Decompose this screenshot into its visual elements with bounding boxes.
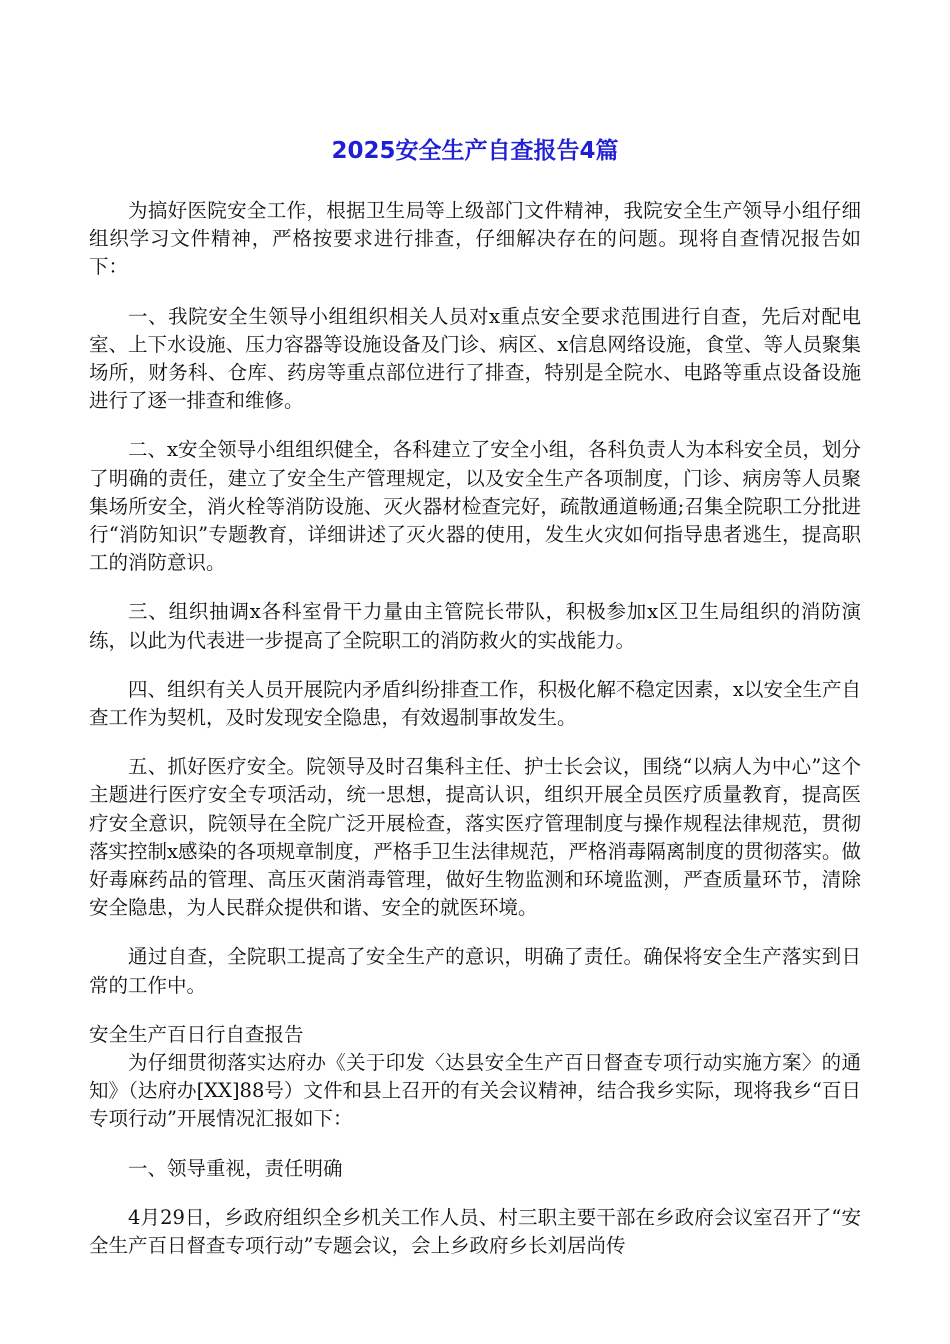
paragraph-item-5: 五、抓好医疗安全。院领导及时召集科主任、护士长会议，围绕“以病人为中心”这个主题进行医疗安全专项活动，统一思想，提高认识，组织开展全员医疗质量教育，提高医疗安全意识，院领导在全院广泛开展检查，落实医疗管理制度与操作规程法律规范，贯彻落实控制x感染的各项规章制度，严格手卫生法律规范，严格消毒隔离制度的贯彻落实。做好毒麻药品的管理、高压灭菌消毒管理，做好生物监测和环境监测，严查质量环节，清除安全隐患，为人民群众提供和谐、安全的就医环境。 — [89, 755, 861, 920]
paragraph-item-2: 二、x安全领导小组组织健全，各科建立了安全小组，各科负责人为本科安全员，划分了明确的责任，建立了安全生产管理规定，以及安全生产各项制度，门诊、病房等人员聚集场所安全，消火栓等消防设施、灭火器材检查完好，疏散通道畅通;召集全院职工分批进行“消防知识”专题教育，详细讲述了灭火器的使用，发生火灾如何指导患者逃生，提高职工的消防意识。 — [89, 438, 861, 575]
document-title: 2025安全生产自查报告4篇 — [331, 138, 619, 164]
paragraph-item-1: 一、我院安全生领导小组组织相关人员对x重点安全要求范围进行自查，先后对配电室、上下水设施、压力容器等设施设备及门诊、病区、x信息网络设施，食堂、等人员聚集场所，财务科、仓库、药房等重点部位进行了排查，特别是全院水、电路等重点设备设施进行了逐一排查和维修。 — [89, 304, 861, 413]
document-body — [89, 197, 861, 1260]
section-subheading: 安全生产百日行自查报告 — [89, 1022, 304, 1046]
paragraph-intro: 为搞好医院安全工作，根据卫生局等上级部门文件精神，我院安全生产领导小组仔细组织学习文件精神，严格按要求进行排查，仔细解决存在的问题。现将自查情况报告如下： — [89, 199, 861, 279]
paragraph-item-3: 三、组织抽调x各科室骨干力量由主管院长带队，积极参加x区卫生局组织的消防演练，以此为代表进一步提高了全院职工的消防救火的实战能力。 — [89, 600, 861, 652]
paragraph-section2-body-1: 4月29日，乡政府组织全乡机关工作人员、村三职主要干部在乡政府会议室召开了“安全生产百日督查专项行动”专题会议，会上乡政府乡长刘居尚传 — [89, 1205, 861, 1258]
paragraph-item-4: 四、组织有关人员开展院内矛盾纠纷排查工作，积极化解不稳定因素，x以安全生产自查工作为契机，及时发现安全隐患，有效遏制事故发生。 — [89, 677, 861, 730]
paragraph-section2-intro: 为仔细贯彻落实达府办《关于印发〈达县安全生产百日督查专项行动实施方案〉的通知》（达府办[XX]88号）文件和县上召开的有关会议精神，结合我乡实际，现将我乡“百日专项行动”开展情况汇报如下： — [89, 1051, 861, 1131]
paragraph-section2-heading-1: 一、领导重视，责任明确 — [128, 1156, 343, 1180]
paragraph-conclusion: 通过自查，全院职工提高了安全生产的意识，明确了责任。确保将安全生产落实到日常的工作中。 — [89, 945, 861, 997]
